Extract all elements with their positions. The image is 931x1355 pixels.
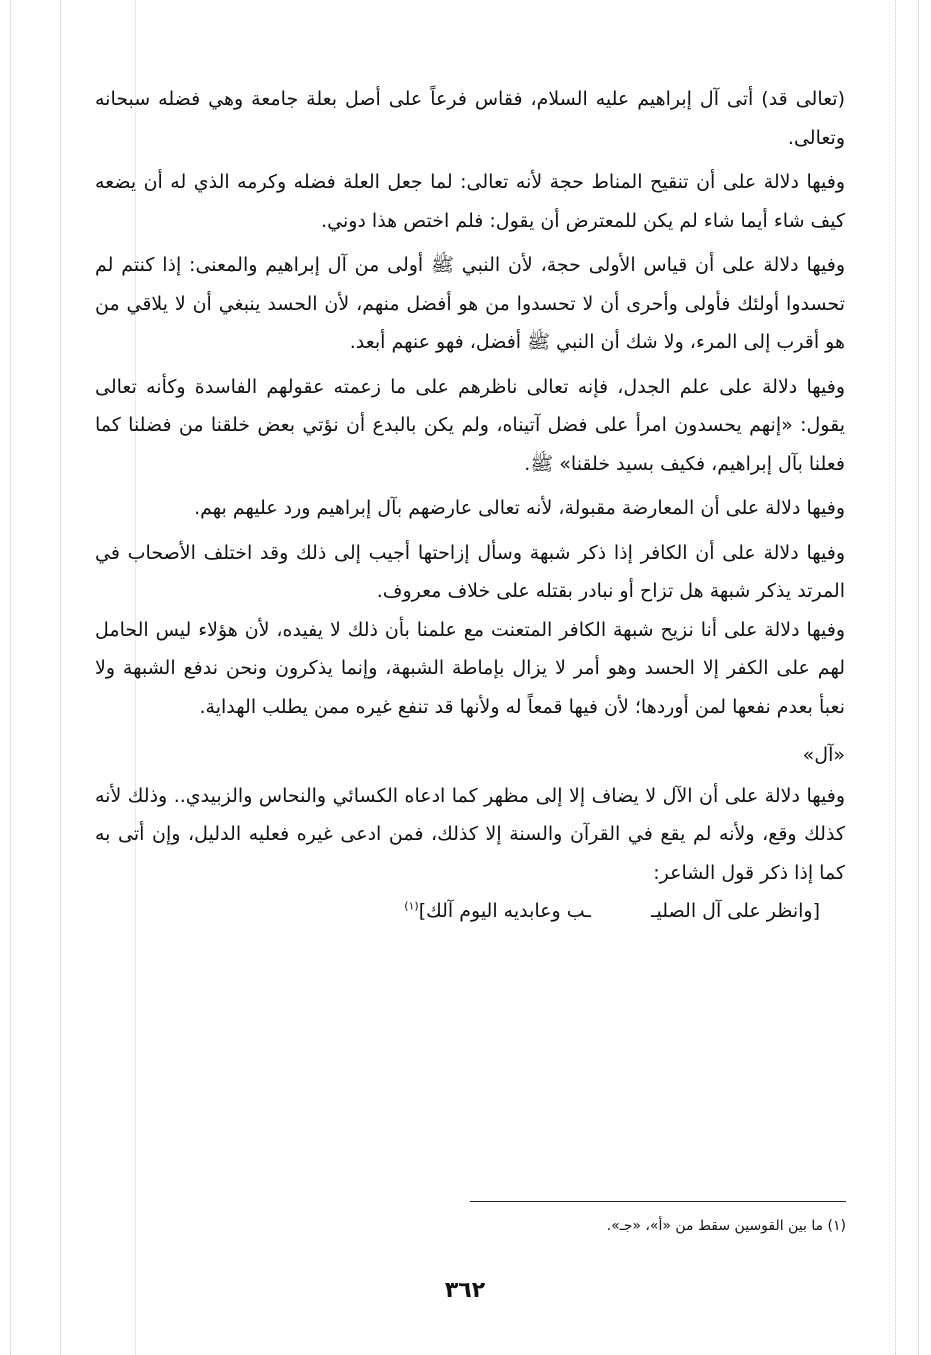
poetry-verse: [95, 892, 845, 931]
paragraph-8: وفيها دلالة على أن الآل لا يضاف إلا إلى مظهر كما ادعاه الكسائي والنحاس والزبيدي.. وذلك لأنه كذلك وقع، ولأنه لم يقع في القرآن والسنة إلا كذلك، فمن ادعى غيره فعليه الدليل، وإن أتى به كما إذا ذكر قول الشاعر:: [95, 784, 845, 884]
footnote-separator: [470, 1201, 846, 1202]
paragraph-4: وفيها دلالة على علم الجدل، فإنه تعالى ناظرهم على ما زعمته عقولهم الفاسدة وكأنه تعالى يقول: «إنهم يحسدون امرأ على فضل آتيناه، ولم يكن بالبدع أن نؤتي بعض خلقنا من فضلنا كما فعلنا بآل إبراهيم، فكيف بسيد خلقنا» ﷺ.: [95, 375, 845, 475]
body-text: [95, 80, 845, 931]
section-heading: «آل»: [802, 744, 845, 766]
paragraph-1: (تعالى قد) أتى آل إبراهيم عليه السلام، فقاس فرعاً على أصل بعلة جامعة وهي فضله سبحانه وتعالى.: [95, 88, 845, 149]
verse-first-hemistich: [وانظر على آل الصليـ: [650, 900, 820, 922]
paragraph-5: وفيها دلالة على أن المعارضة مقبولة، لأنه تعالى عارضهم بآل إبراهيم ورد عليهم بهم.: [194, 497, 845, 519]
scan-artifact-line: [918, 0, 919, 1355]
paragraph-3: وفيها دلالة على أن قياس الأولى حجة، لأن النبي ﷺ أولى من آل إبراهيم والمعنى: إذا كنتم لم تحسدوا أولئك فأولى وأحرى أن لا تحسدوا من هو أفضل منهم، لأن الحسد ينبغي أن لا يلاقي من هو أقرب إلى المرء، ولا شك أن النبي ﷺ أفضل، فهو عنهم أبعد.: [95, 254, 845, 353]
paragraph-2: وفيها دلالة على أن تنقيح المناط حجة لأنه تعالى: لما جعل العلة فضله وكرمه الذي له أن يضعه كيف شاء أيما شاء لم يكن للمعترض أن يقول: فلم اختص هذا دوني.: [95, 171, 845, 232]
paragraph-6: وفيها دلالة على أن الكافر إذا ذكر شبهة وسأل إزاحتها أجيب إلى ذلك وقد اختلف الأصحاب في المرتد يذكر شبهة هل تزاح أو نبادر بقتله على خلاف معروف.: [95, 541, 845, 602]
footnote: (١) ما بين القوسين سقط من «أ»، «جـ».: [606, 1218, 846, 1234]
scan-artifact-line: [60, 0, 61, 1355]
scan-artifact-line: [895, 0, 896, 1355]
verse-second-hemistich: ـب وعابديه اليوم آلك]: [418, 900, 591, 922]
scan-artifact-line: [10, 0, 11, 1355]
page-number: ٣٦٢: [444, 1278, 486, 1303]
paragraph-7: وفيها دلالة على أنا نزيح شبهة الكافر المتعنت مع علمنا بأن ذلك لا يفيده، لأن هؤلاء ليس الحامل لهم على الكفر إلا الحسد وهو أمر لا يزال بإماطة الشبهة، وإنما يذكرون ونحن ندفع الشبهة ولا نعبأ بعدم نفعها لمن أوردها؛ لأن فيها قمعاً له ولأنها قد تنفع غيره ممن يطلب الهداية.: [95, 618, 845, 718]
footnote-marker: (١): [404, 899, 419, 913]
